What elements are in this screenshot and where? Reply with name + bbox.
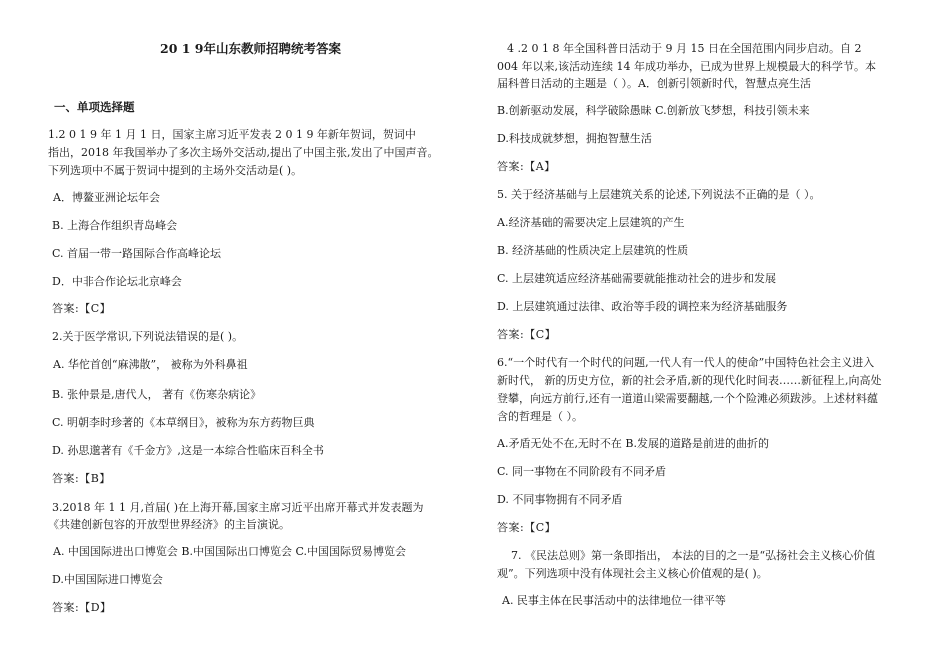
q6-stem-line2: 新时代， 新的历史方位，新的社会矛盾,新的现代化时间表……新征程上,向高处 — [497, 374, 882, 387]
q7-stem-line2: 观”。下列选项中没有体现社会主义核心价值观的是( )。 — [497, 567, 768, 580]
q1-stem-line2: 指出，2018 年我国举办了多次主场外交活动,提出了中国主张,发出了中国声音。 — [48, 146, 439, 159]
q4-answer: 答案:【A】 — [497, 160, 556, 173]
q6-stem-line3: 登攀，向远方前行,还有一道道山梁需要翻越,一个个险滩必须跋涉。上述材料蕴 — [497, 392, 878, 405]
q4-option-bc: B.创新驱动发展，科学破除愚昧 C.创新放飞梦想，科技引领未来 — [497, 104, 810, 117]
q5-option-b: B. 经济基础的性质决定上层建筑的性质 — [497, 244, 689, 257]
q2-option-c: C. 明朝李时珍著的《本草纲目》，被称为东方药物巨典 — [52, 416, 315, 429]
q1-option-d: D．中非合作论坛北京峰会 — [52, 275, 182, 288]
q2-answer: 答案:【B】 — [52, 472, 111, 485]
q3-option-d: D.中国国际进口博览会 — [52, 573, 163, 586]
q1-answer: 答案:【C】 — [52, 302, 112, 315]
q1-option-c: C. 首届一带一路国际合作高峰论坛 — [52, 247, 222, 260]
q5-stem: 5. 关于经济基础与上层建筑关系的论述,下列说法不正确的是（ ）。 — [497, 188, 821, 201]
q6-answer: 答案:【C】 — [497, 521, 557, 534]
q6-stem-line4: 含的哲理是（ ）。 — [497, 410, 583, 423]
q5-answer: 答案:【C】 — [497, 328, 557, 341]
section-heading: 一、单项选择题 — [54, 100, 135, 114]
q2-stem: 2.关于医学常识,下列说法错误的是( )。 — [52, 330, 244, 343]
document-title: 20 1 9年山东教师招聘统考答案 — [160, 41, 341, 56]
q7-stem-line1: 7. 《民法总则》第一条即指出， 本法的目的之一是“弘扬社会主义核心价值 — [511, 549, 876, 562]
q5-option-d: D. 上层建筑通过法律、政治等手段的调控来为经济基础服务 — [497, 300, 788, 313]
q5-option-a: A.经济基础的需要决定上层建筑的产生 — [497, 216, 685, 229]
q6-stem-line1: 6.“一个时代有一个时代的问题,一代人有一代人的使命”中国特色社会主义进入 — [497, 356, 875, 369]
q5-option-c: C. 上层建筑适应经济基础需要就能推动社会的进步和发展 — [497, 272, 777, 285]
q4-option-d: D.科技成就梦想，拥抱智慧生活 — [497, 132, 652, 145]
q6-option-ab: A.矛盾无处不在,无时不在 B.发展的道路是前进的曲折的 — [497, 437, 770, 450]
q4-stem-line2: 004 年以来,该活动连续 14 年成功举办，已成为世界上规模最大的科学节。本 — [497, 60, 876, 73]
q6-option-d: D. 不同事物拥有不同矛盾 — [497, 493, 623, 506]
q6-option-c: C. 同一事物在不同阶段有不同矛盾 — [497, 465, 667, 478]
q4-stem-line3: 届科普日活动的主题是（ ）。A．创新引领新时代，智慧点亮生活 — [497, 77, 811, 90]
q3-stem-line1: 3.2018 年 1 1 月,首届( )在上海开幕,国家主席习近平出席开幕式并发表题为 — [52, 501, 424, 514]
q3-answer: 答案:【D】 — [52, 601, 112, 614]
q2-option-a: A. 华佗首创“麻沸散”， 被称为外科鼻祖 — [53, 358, 248, 371]
q3-stem-line2: 《共建创新包容的开放型世界经济》的主旨演说。 — [48, 518, 290, 531]
q2-option-b: B. 张仲景是,唐代人， 著有《伤寒杂病论》 — [52, 388, 262, 401]
q2-option-d: D. 孙思邈著有《千金方》,这是一本综合性临床百科全书 — [52, 444, 324, 457]
q1-stem-line3: 下列选项中不属于贺词中提到的主场外交活动是( )。 — [48, 164, 303, 177]
q1-option-b: B. 上海合作组织青岛峰会 — [52, 219, 178, 232]
q7-option-a: A. 民事主体在民事活动中的法律地位一律平等 — [502, 594, 726, 607]
q3-option-abc: A. 中国国际进出口博览会 B.中国国际出口博览会 C.中国国际贸易博览会 — [53, 545, 407, 558]
q1-option-a: A．博鳌亚洲论坛年会 — [53, 191, 160, 204]
q1-stem-line1: 1.2 0 1 9 年 1 月 1 日，国家主席习近平发表 2 0 1 9 年新年贺词，贺词中 — [48, 128, 416, 141]
q4-stem-line1: 4 .2 0 1 8 年全国科普日活动于 9 月 15 日在全国范围内同步启动。自 2 — [507, 42, 862, 55]
